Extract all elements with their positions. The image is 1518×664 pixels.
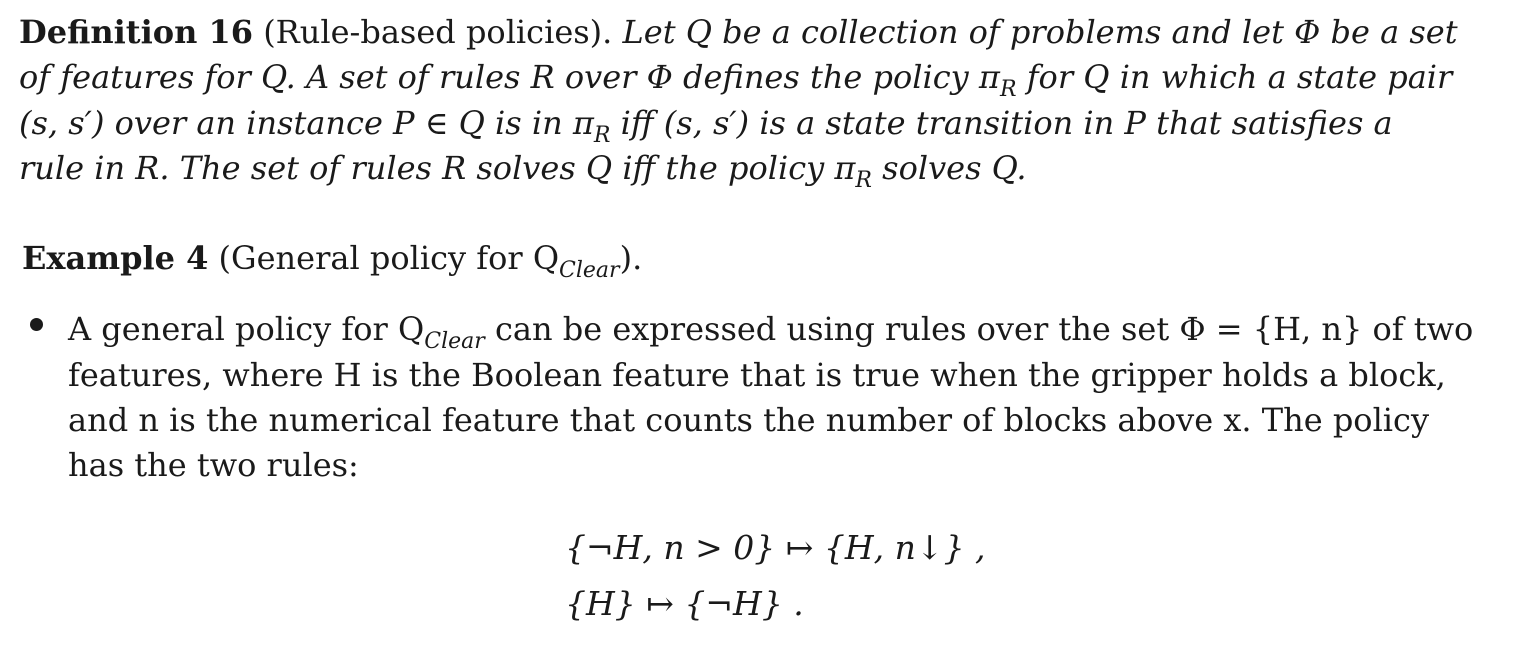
bullet-line-2: features, where H is the Boolean feature that is true when the gripper holds a block, — [68, 356, 1446, 394]
definition-label: Definition 16 — [19, 13, 254, 51]
example-title-end: ). — [619, 239, 643, 277]
math-subscript: R — [999, 77, 1017, 102]
definition-line-1 — [19, 12, 1458, 52]
bullet-icon — [30, 318, 43, 331]
math-subscript: R — [855, 168, 872, 193]
example-label: Example 4 — [22, 239, 209, 277]
math-subscript: Clear — [559, 258, 620, 283]
bullet-line-3: and n is the numerical feature that counts the number of blocks above x. The policy — [68, 401, 1430, 439]
definition-text: be a collection of problems and let Φ be a set — [722, 13, 1458, 51]
rule-1: {¬H, n > 0} ↦ {H, n↓} , — [565, 528, 986, 567]
rule-2: {H} ↦ {¬H} . — [565, 584, 804, 623]
bullet-text: A general policy for Q — [68, 310, 425, 348]
example-title: (General policy for Q — [218, 239, 560, 277]
definition-text: Let — [622, 13, 676, 51]
definition-text: of features for Q. A set of rules R over Φ defines the policy π — [19, 58, 1000, 96]
definition-line-4 — [19, 148, 1026, 201]
example-heading — [22, 238, 642, 291]
bullet-line-4: has the two rules: — [68, 446, 359, 484]
definition-text: solves Q. — [882, 149, 1027, 187]
bullet-text: can be expressed using rules over the set Φ = {H, n} of two — [494, 310, 1474, 348]
definition-title: (Rule-based policies). — [263, 13, 613, 51]
definition-text: for Q in which a state pair — [1026, 58, 1453, 96]
definition-text: (s, s′) over an instance P ∈ Q is in π — [19, 104, 594, 142]
math-subscript: Clear — [424, 329, 485, 354]
definition-text: iff (s, s′) is a state transition in P that satisfies a — [620, 104, 1393, 142]
math-subscript: R — [593, 123, 611, 148]
math-symbol: Q — [685, 13, 712, 51]
definition-text: rule in R. The set of rules R solves Q iff the policy π — [19, 149, 856, 187]
